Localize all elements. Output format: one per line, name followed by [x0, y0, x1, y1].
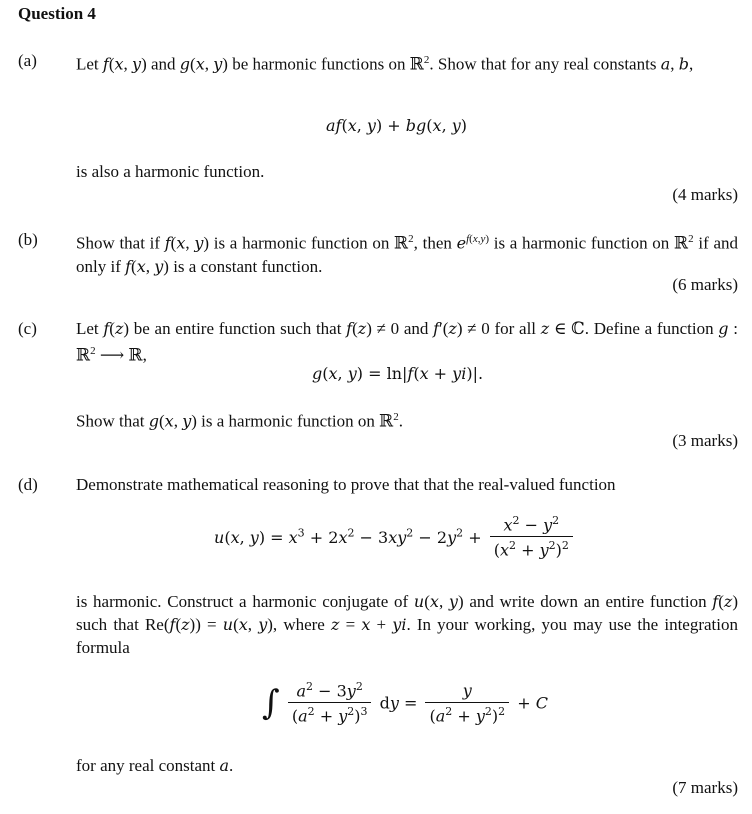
part-c-equation: g(x, y) = ln|f(x + yi)|. [312, 364, 484, 383]
part-b-label: (b) [18, 230, 38, 249]
part-a-conclusion: is also a harmonic function. [76, 162, 265, 181]
question-title: Question 4 [18, 4, 96, 23]
part-b-text: Show that if f(x, y) is a harmonic function on ℝ$^2$, then $e^{f(x,y)}$ is a harmonic function on ℝ$^2$ if and only if f(x, y) is a constant function. [76, 233, 738, 276]
part-d-marks: (7 marks) [672, 778, 738, 797]
part-c-marks: (3 marks) [672, 431, 738, 450]
part-a-intro: Let f(x, y) and g(x, y) be harmonic functions on ℝ$^2$. Show that for any real constants a, b, [76, 54, 694, 74]
part-d-closing: for any real constant a. [76, 756, 234, 775]
part-c-label: (c) [18, 319, 37, 338]
part-d-label: (d) [18, 475, 38, 494]
part-d-equation: u(x, $y) = x^3 + 2x^2 - 3xy^2 - 2y^2$ + $\frac{x^2 - y^2}{(x^2 + y^2)^2}$ [214, 514, 576, 560]
part-a-marks: (4 marks) [672, 185, 738, 204]
part-b-marks: (6 marks) [672, 275, 738, 294]
part-c-conclusion: Show that g(x, y) is a harmonic function on ℝ$^2$. [76, 411, 404, 431]
part-c-intro: Let f(z) be an entire function such that f(z) ≠ 0 and f′(z) ≠ 0 for all z ∈ ℂ. Define a function g : ℝ$^2$ ⟶ ℝ, [76, 319, 738, 365]
part-d-fraction: $\frac{x^2 - y^2}{(x^2 + y^2)^2}$ [490, 514, 573, 560]
part-a-label: (a) [18, 51, 37, 70]
part-d-intro: Demonstrate mathematical reasoning to prove that that the real-valued function [76, 475, 616, 494]
part-d-body: is harmonic. Construct a harmonic conjugate of u(x, y) and write down an entire function f(z) such that Re(f(z)) = u(x, y), where z = x + yi. In your working, you may use the integration formula [76, 592, 739, 657]
part-a-equation: af(x, y) + bg(x, y) [326, 116, 468, 135]
part-d-integral: ∫ $\frac{a^2 - 3y^2}{(a^2 + y^2)^3}$ dy = $\frac{y}{(a^2 + y^2)^2}$ + C [262, 680, 548, 726]
